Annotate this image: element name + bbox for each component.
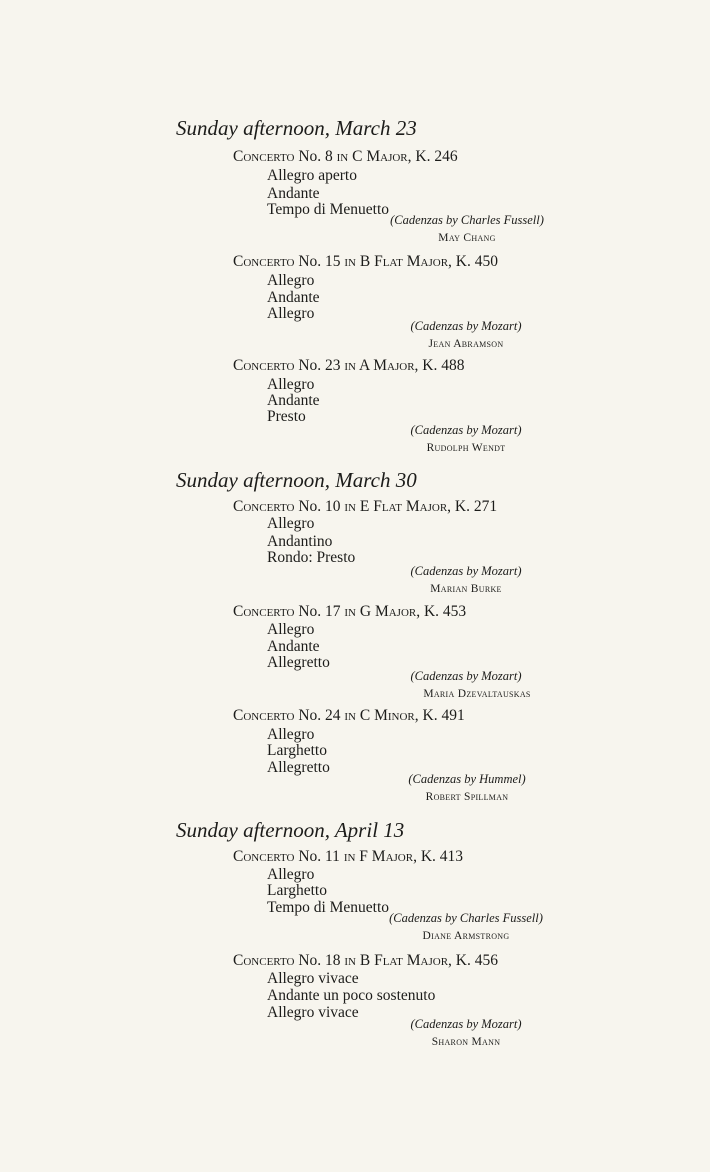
concerto-title: Concerto No. 10 in E Flat Major, K. 271 (233, 498, 498, 515)
concerto-title: Concerto No. 23 in A Major, K. 488 (233, 357, 465, 374)
movement: Allegro (267, 515, 315, 532)
performer-name-text: Sharon Mann (431, 1036, 501, 1048)
performer-name-text: May Chang (438, 232, 496, 244)
concerto-title: Concerto No. 24 in C Minor, K. 491 (233, 707, 465, 724)
movement: Allegro aperto (267, 167, 357, 184)
performer-name-text: Rudolph Wendt (426, 442, 506, 454)
movement: Allegro (267, 866, 315, 883)
cadenza-credit-text: (Cadenzas by Mozart) (410, 1017, 522, 1031)
movement: Allegro vivace (267, 1004, 359, 1021)
concerto-title: Concerto No. 17 in G Major, K. 453 (233, 603, 467, 620)
concerto-title: Concerto No. 8 in C Major, K. 246 (233, 148, 458, 165)
movement: Allegro (267, 621, 315, 638)
movement: Allegro (267, 726, 315, 743)
cadenza-credit-text: (Cadenzas by Mozart) (410, 423, 522, 437)
movement: Andante (267, 289, 320, 306)
cadenza-credit-text: (Cadenzas by Mozart) (410, 669, 522, 683)
program-date-heading: Sunday afternoon, March 23 (176, 116, 417, 140)
cadenza-credit-text: (Cadenzas by Charles Fussell) (390, 213, 544, 227)
movement: Allegro (267, 305, 315, 322)
concerto-title: Concerto No. 15 in B Flat Major, K. 450 (233, 253, 498, 270)
concerto-title: Concerto No. 18 in B Flat Major, K. 456 (233, 952, 498, 969)
movement: Andantino (267, 533, 333, 550)
program-date-heading: Sunday afternoon, March 30 (176, 468, 417, 492)
movement: Larghetto (267, 742, 327, 759)
movement: Allegretto (267, 654, 330, 671)
movement: Allegro vivace (267, 970, 359, 987)
performer-name-text: Jean Abramson (428, 338, 504, 350)
movement: Andante (267, 185, 320, 202)
performer-name-text: Marian Burke (430, 583, 502, 595)
performer-name-text: Maria Dzevaltauskas (423, 688, 531, 700)
cadenza-credit-text: (Cadenzas by Charles Fussell) (389, 911, 543, 925)
movement: Tempo di Menuetto (267, 201, 390, 218)
cadenza-credit-text: (Cadenzas by Hummel) (408, 772, 526, 786)
movement: Rondo: Presto (267, 549, 356, 566)
cadenza-credit-text: (Cadenzas by Mozart) (410, 319, 522, 333)
cadenza-credit-text: (Cadenzas by Mozart) (410, 564, 522, 578)
movement: Allegretto (267, 759, 330, 776)
program-date-heading: Sunday afternoon, April 13 (176, 818, 405, 842)
movement: Presto (267, 408, 306, 425)
movement: Allegro (267, 376, 315, 393)
movement: Andante un poco sostenuto (267, 987, 436, 1004)
movement: Allegro (267, 272, 315, 289)
movement: Tempo di Menuetto (267, 899, 390, 916)
performer-name-text: Diane Armstrong (422, 930, 510, 942)
movement: Larghetto (267, 882, 327, 899)
performer-name-text: Robert Spillman (425, 791, 509, 803)
movement: Andante (267, 392, 320, 409)
movement: Andante (267, 638, 320, 655)
concerto-title: Concerto No. 11 in F Major, K. 413 (233, 848, 464, 865)
